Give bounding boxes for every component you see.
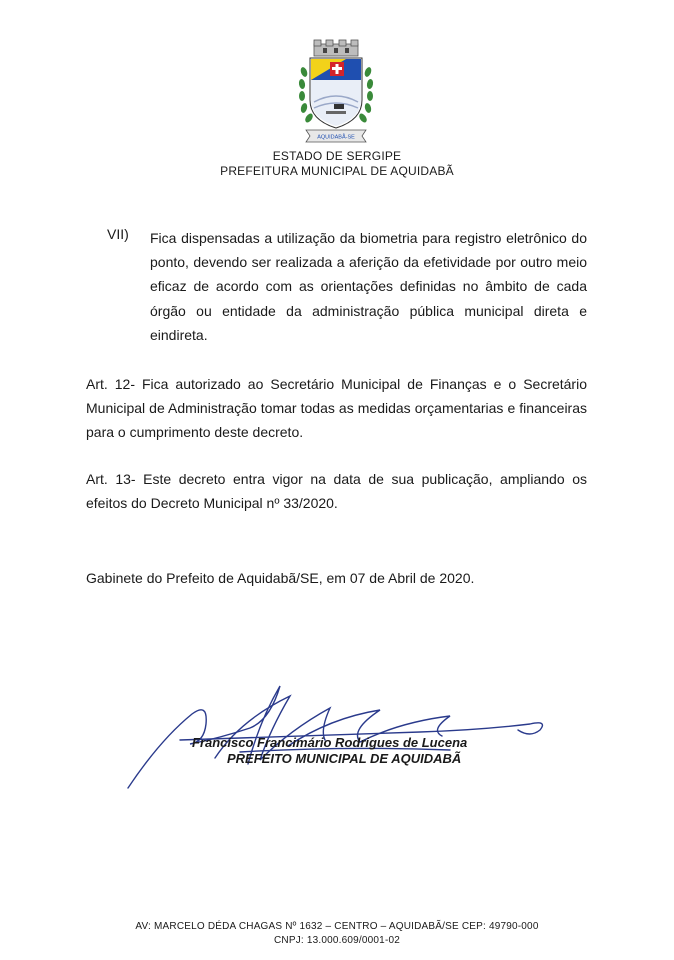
article-12: Art. 12- Fica autorizado ao Secretário Municipal de Finanças e o Secretário Municipal de Administração tomar todas as medidas orçamentarias e financeiras para o cumprimento deste decreto. — [86, 376, 587, 441]
crest-shield — [310, 58, 362, 128]
municipality-line: PREFEITURA MUNICIPAL DE AQUIDABÃ — [220, 164, 454, 178]
state-line: ESTADO DE SERGIPE — [272, 149, 402, 163]
clause-number: VII) — [107, 226, 129, 242]
clause-text: Fica dispensadas a utilização da biometria para registro eletrônico do ponto, devendo ser realizada a aferição da efetividade por outro meio eficaz de acordo com as orientações definidas no âmbito de cada órgão ou entidade da administração pública municipal direta e eindireta. — [150, 230, 587, 343]
crest-crown — [314, 40, 358, 56]
footer-address: AV: MARCELO DÉDA CHAGAS Nº 1632 – CENTRO – AQUIDABÃ/SE CEP: 49790-000 — [135, 921, 539, 932]
signer-name: Francisco Francimário Rodrigues de Lucena — [192, 735, 468, 750]
signer-title: PREFEITO MUNICIPAL DE AQUIDABÃ — [227, 751, 462, 766]
crest-ribbon — [306, 130, 366, 142]
crest-ribbon-text: AQUIDABÃ-SE — [317, 134, 355, 141]
footer-cnpj: CNPJ: 13.000.609/0001-02 — [274, 935, 400, 946]
municipal-coat-of-arms — [296, 38, 376, 146]
article-13: Art. 13- Este decreto entra vigor na data de sua publicação, ampliando os efeitos do Decreto Municipal nº 33/2020. — [86, 471, 587, 512]
closing-line: Gabinete do Prefeito de Aquidabã/SE, em 07 de Abril de 2020. — [86, 570, 475, 586]
